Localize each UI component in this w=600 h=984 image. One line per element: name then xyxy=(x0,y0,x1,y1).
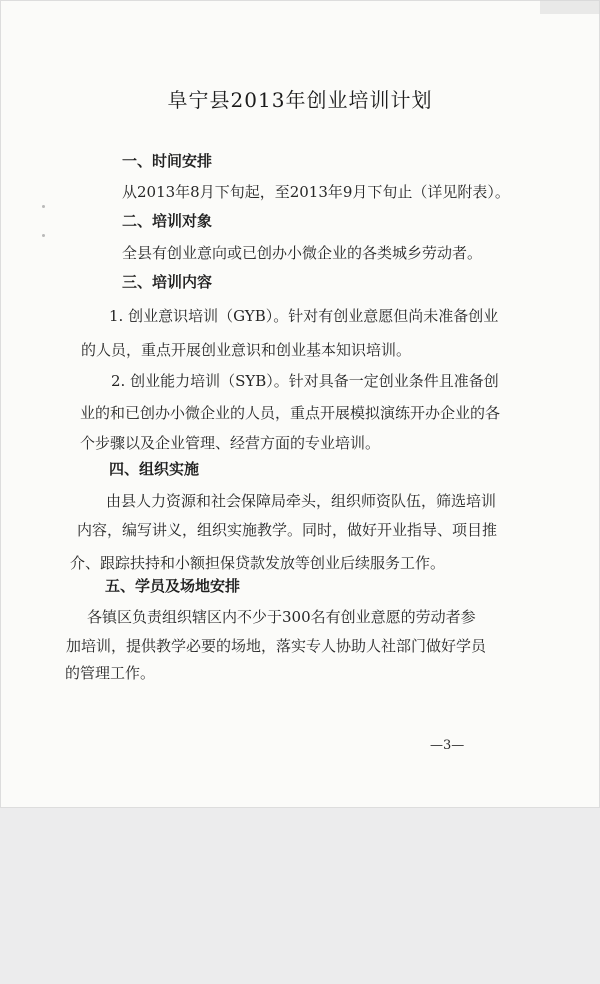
paragraph-line: 1. 创业意识培训（GYB）。针对有创业意愿但尚未准备创业 xyxy=(109,307,499,325)
document-title: 阜宁县2013年创业培训计划 xyxy=(167,88,433,112)
paragraph-line: 加培训，提供教学必要的场地，落实专人协助人社部门做好学员 xyxy=(66,637,487,655)
paragraph-line: 的人员，重点开展创业意识和创业基本知识培训。 xyxy=(81,341,412,359)
section-heading: 五、学员及场地安排 xyxy=(105,577,241,595)
paragraph-line: 介、跟踪扶持和小额担保贷款发放等创业后续服务工作。 xyxy=(70,554,446,572)
section-heading: 一、时间安排 xyxy=(122,152,213,170)
section-heading: 四、组织实施 xyxy=(109,460,200,478)
paragraph-line: 各镇区负责组织辖区内不少于300名有创业意愿的劳动者参 xyxy=(87,608,476,626)
scan-speck xyxy=(42,205,45,208)
paragraph-line: 2. 创业能力培训（SYB）。针对具备一定创业条件且准备创 xyxy=(111,372,499,390)
paragraph-line: 业的和已创办小微企业的人员，重点开展模拟演练开办企业的各 xyxy=(80,404,501,422)
paragraph-line: 内容，编写讲义，组织实施教学。同时，做好开业指导、项目推 xyxy=(77,521,498,539)
paragraph-line: 的管理工作。 xyxy=(65,664,156,682)
page-number: —3— xyxy=(430,738,465,753)
section-heading: 三、培训内容 xyxy=(122,273,213,291)
scan-edge xyxy=(540,0,600,14)
paragraph-line: 从2013年8月下旬起，至2013年9月下旬止（详见附表）。 xyxy=(122,183,510,201)
paragraph-line: 全县有创业意向或已创办小微企业的各类城乡劳动者。 xyxy=(122,244,483,262)
scan-speck xyxy=(42,234,45,237)
section-heading: 二、培训对象 xyxy=(122,212,213,230)
paragraph-line: 由县人力资源和社会保障局牵头，组织师资队伍，筛选培训 xyxy=(106,492,497,510)
paragraph-line: 个步骤以及企业管理、经营方面的专业培训。 xyxy=(80,434,381,452)
